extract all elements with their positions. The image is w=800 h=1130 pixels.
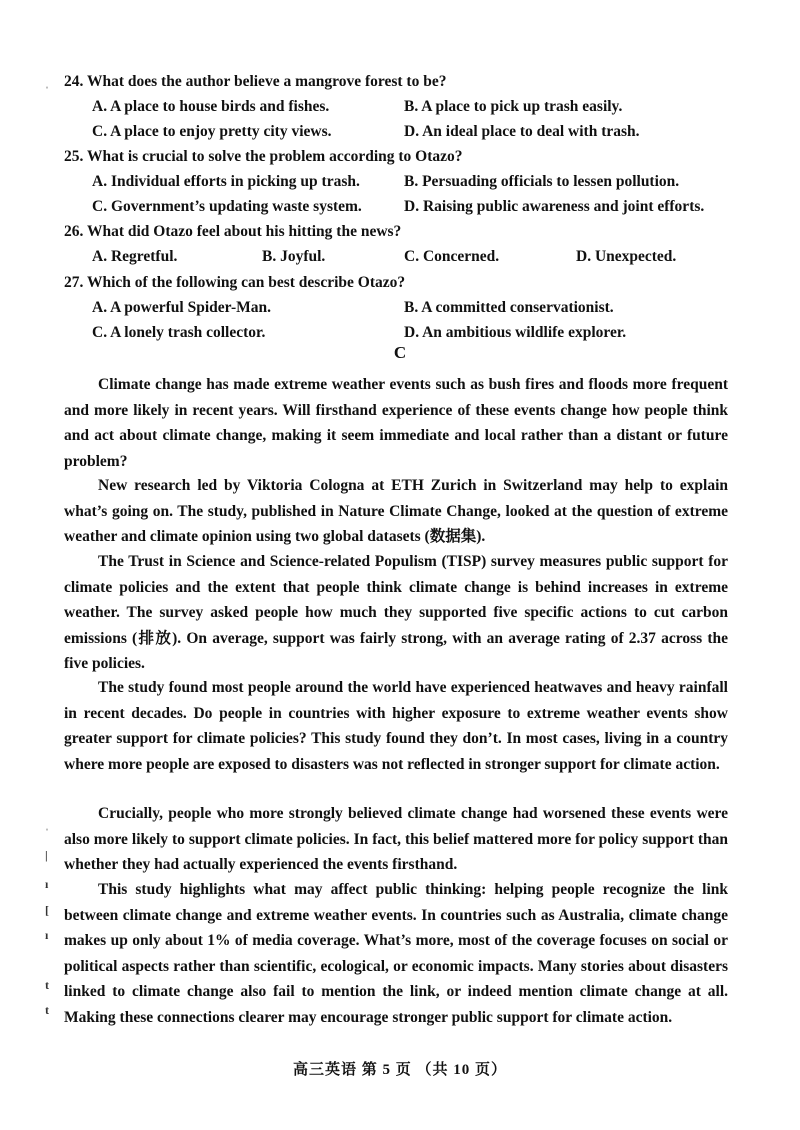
question-stem-24: 24. What does the author believe a mangrove forest to be? [64, 73, 447, 90]
option-27-d[interactable]: D. An ambitious wildlife explorer. [404, 324, 627, 341]
option-26-b[interactable]: B. Joyful. [262, 248, 326, 265]
section-label: C [393, 343, 407, 362]
option-27-c[interactable]: C. A lonely trash collector. [92, 324, 266, 341]
option-25-b[interactable]: B. Persuading officials to lessen pollution. [404, 173, 680, 190]
margin-mark: | [45, 848, 48, 862]
passage-paragraph-5: Crucially, people who more strongly believed climate change had worsened these events were also more likely to support climate policies. In fact, this belief mattered more for policy support than whether they had actually experienced the events firsthand. [64, 805, 728, 873]
question-stem-25: 25. What is crucial to solve the problem according to Otazo? [64, 148, 463, 165]
option-24-a[interactable]: A. A place to house birds and fishes. [92, 98, 330, 115]
question-stem-27: 27. Which of the following can best describe Otazo? [64, 274, 406, 291]
margin-mark: [ [45, 903, 49, 917]
option-26-c[interactable]: C. Concerned. [404, 248, 500, 265]
passage-paragraph-2: New research led by Viktoria Cologna at ETH Zurich in Switzerland may help to explain what’s going on. The study, published in Nature Climate Change, looked at the question of extreme weather and climate opinion using two global datasets (数据集). [64, 477, 728, 545]
margin-mark: ˌ [45, 75, 49, 89]
option-24-c[interactable]: C. A place to enjoy pretty city views. [92, 123, 332, 140]
page-footer: 高三英语 第 5 页 （共 10 页） [292, 1062, 507, 1078]
margin-mark: t [45, 1003, 49, 1017]
option-27-a[interactable]: A. A powerful Spider-Man. [92, 299, 271, 316]
option-25-c[interactable]: C. Government’s updating waste system. [92, 198, 362, 215]
option-24-d[interactable]: D. An ideal place to deal with trash. [404, 123, 640, 140]
margin-mark: ı [45, 877, 49, 891]
option-26-d[interactable]: D. Unexpected. [576, 248, 677, 265]
option-27-b[interactable]: B. A committed conservationist. [404, 299, 614, 316]
question-stem-26: 26. What did Otazo feel about his hitting the news? [64, 223, 402, 240]
margin-mark: ˈ [45, 826, 49, 840]
passage-paragraph-1: Climate change has made extreme weather events such as bush fires and floods more frequent and more likely in recent years. Will firsthand experience of these events change how people think and act about climate change, making it seem immediate and local rather than a distant or future problem? [64, 376, 728, 470]
margin-mark: t [45, 978, 49, 992]
passage-paragraph-6: This study highlights what may affect public thinking: helping people recognize the link between climate change and extreme weather events. In countries such as Australia, climate change makes up only about 1% of media coverage. What’s more, most of the coverage focuses on social or political aspects rather than scientific, ecological, or economic impacts. Many stories about disasters linked to climate change also fail to mention the link, or indeed mention climate change at all. Making these connections clearer may encourage stronger public support for climate action. [64, 881, 728, 1026]
passage-paragraph-3: The Trust in Science and Science-related Populism (TISP) survey measures public support for climate policies and the extent that people think climate change is behind increases in extreme weather. The survey asked people how much they supported five specific actions to cut carbon emissions (排放). On average, support was fairly strong, with an average rating of 2.37 across the five policies. [64, 553, 728, 672]
option-26-a[interactable]: A. Regretful. [92, 248, 178, 265]
option-25-a[interactable]: A. Individual efforts in picking up trash. [92, 173, 360, 190]
option-25-d[interactable]: D. Raising public awareness and joint efforts. [404, 198, 705, 215]
option-24-b[interactable]: B. A place to pick up trash easily. [404, 98, 623, 115]
passage-paragraph-4: The study found most people around the world have experienced heatwaves and heavy rainfall in recent decades. Do people in countries with higher exposure to extreme weather events show greater support for climate policies? This study found they don’t. In most cases, living in a country where more people are exposed to disasters was not reflected in stronger support for climate action. [64, 679, 728, 773]
margin-mark: ı [45, 928, 49, 942]
